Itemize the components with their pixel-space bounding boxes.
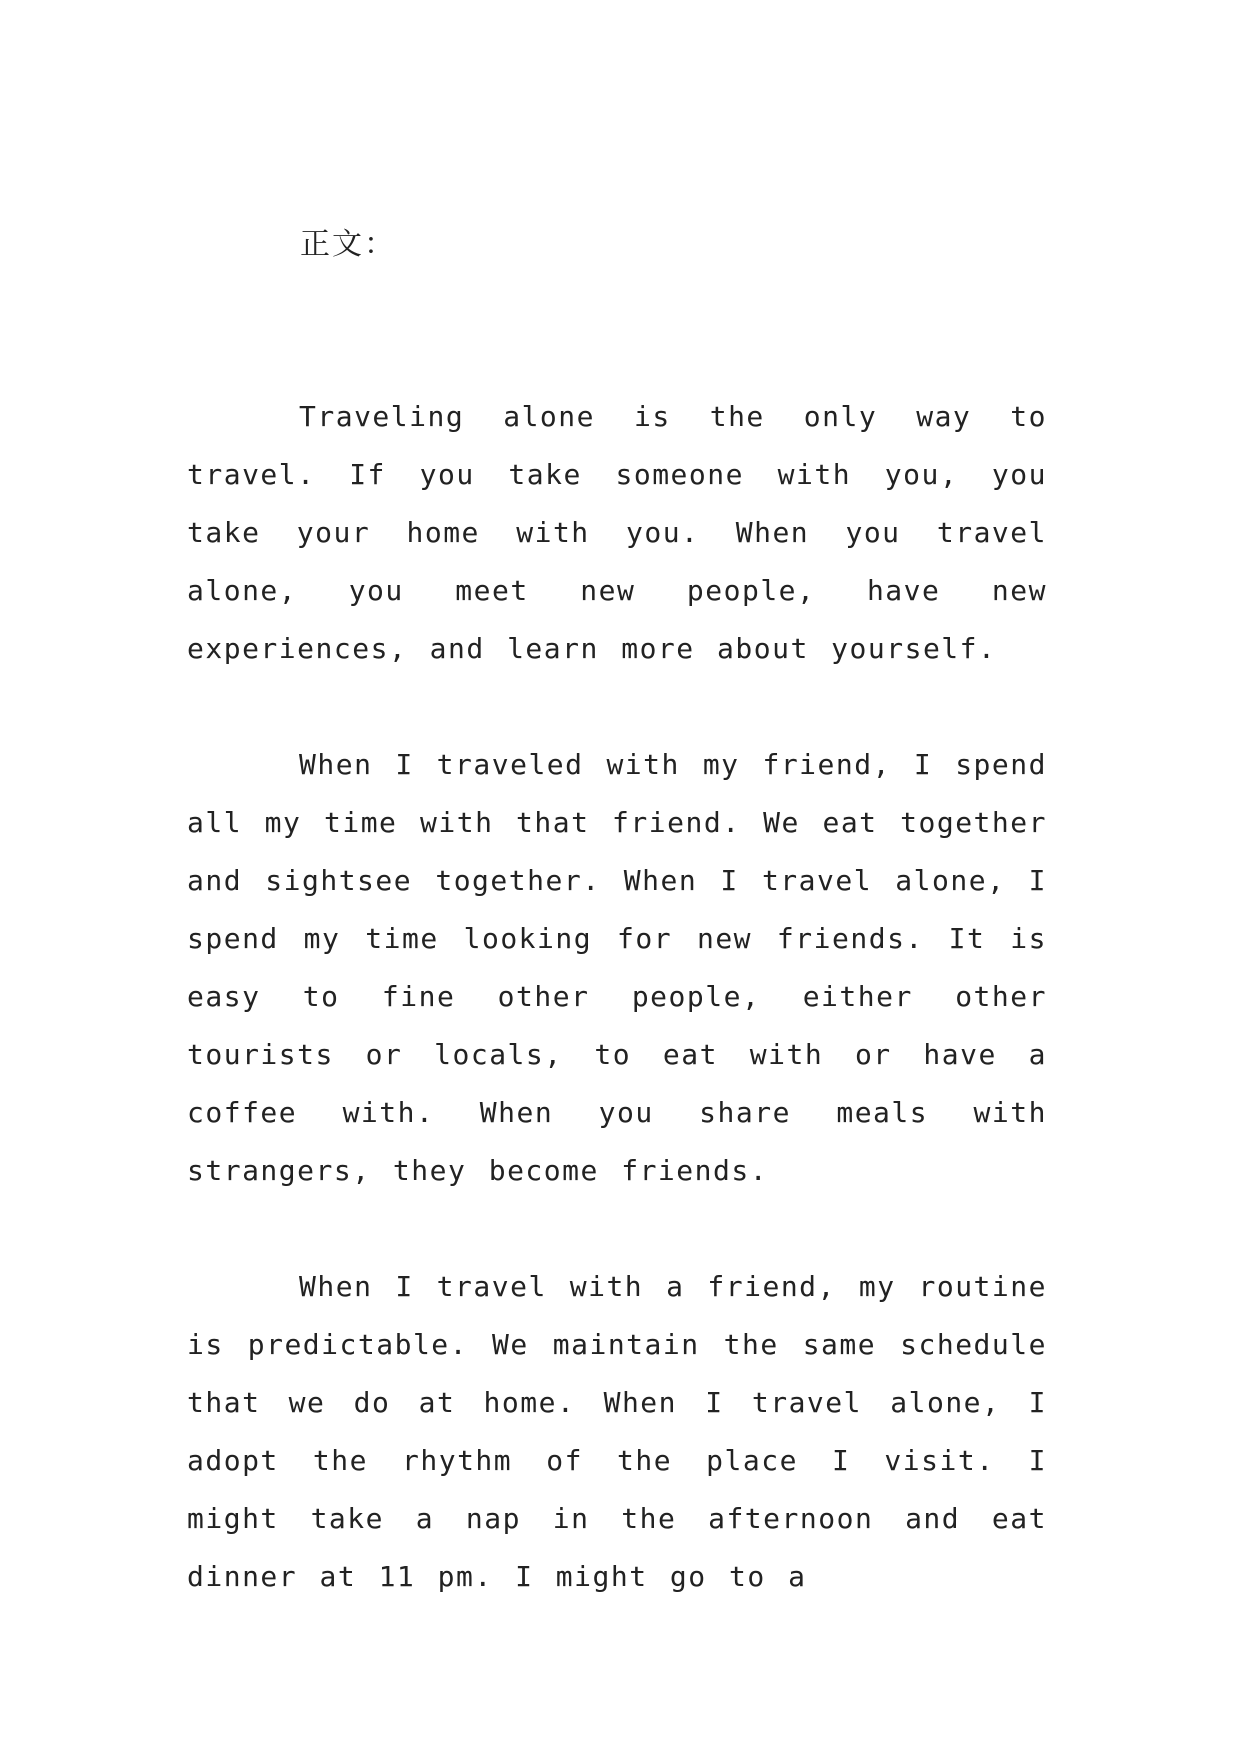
section-heading: 正文： (300, 227, 396, 262)
paragraph-3: When I travel with a friend, my routine is predictable. We maintain the same schedule that we do at home. When I travel alone, I adopt the rhythm of the place I visit. I might take a nap in the afternoon and eat dinner at 11 pm. I might go to a (187, 1270, 1047, 1593)
paragraph-1: Traveling alone is the only way to travel. If you take someone with you, you take your home with you. When you travel alone, you meet new people, have new experiences, and learn more about yourself. (187, 400, 1047, 665)
paragraph-2: When I traveled with my friend, I spend all my time with that friend. We eat together and sightsee together. When I travel alone, I spend my time looking for new friends. It is easy to fine other people, either other tourists or locals, to eat with or have a coffee with. When you share meals with strangers, they become friends. (187, 748, 1047, 1187)
